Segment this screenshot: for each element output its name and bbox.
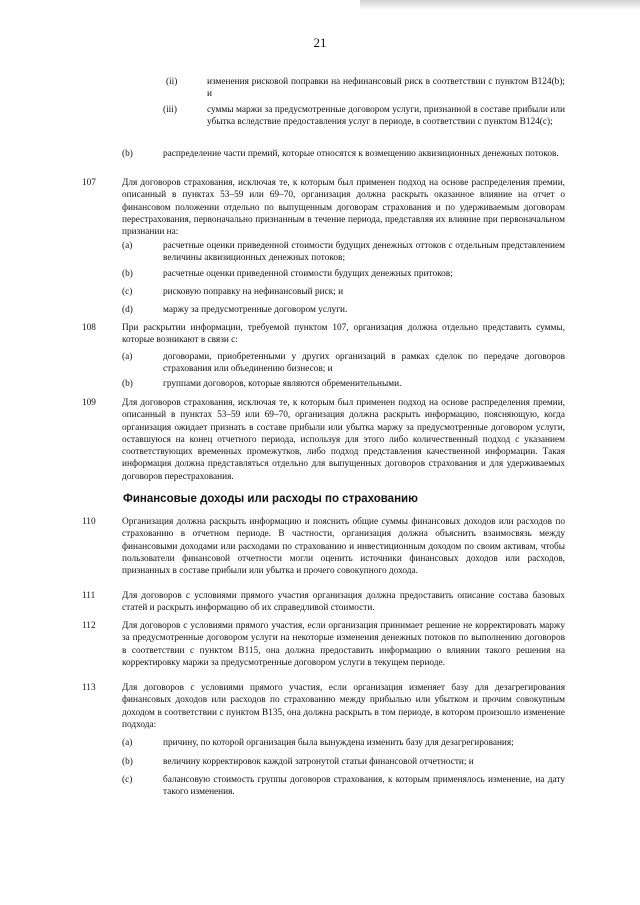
paragraph-text: Организация должна раскрыть информацию и пояснить общие суммы финансовых доходов или расходов по страхованию в отчетном периоде. В частности, организация должна объяснить взаимосвязь между финансовыми доходами или расходами по страхованию и инвестиционным доходом по своим активам, чтобы пользователи финансовой отчетности могли оценить источники финансовых доходов или расходов, признанных в составе прибыли или убытка и прочего совокупного дохода. xyxy=(122,517,565,577)
list-item-text: маржу за предусмотренные договором услуги. xyxy=(163,305,348,315)
sub-item-label: (iii) xyxy=(163,105,177,115)
list-item-text: рисковую поправку на нефинансовый риск; и xyxy=(163,287,344,297)
list-item-text: распределение части премий, которые относятся к возмещению аквизиционных денежных потоков. xyxy=(163,149,559,159)
paragraph-number: 109 xyxy=(82,398,96,408)
list-item-text: группами договоров, которые являются обременительными. xyxy=(163,379,402,389)
section-heading: Финансовые доходы или расходы по страхованию xyxy=(123,493,418,505)
list-item-text: величину корректировок каждой затронутой статьи финансовой отчетности; и xyxy=(163,757,474,767)
list-item-text: расчетные оценки приведенной стоимости будущих денежных притоков; xyxy=(163,269,453,279)
paragraph-text: Для договоров с условиями прямого участия, если организация принимает решение не корректировать маржу за предусмотренные договором услуги на некоторые изменения денежных потоков по выполнению договоров в соответствии с пунктом B115, она должна предоставить информацию о влиянии такого решения на корректировку маржи за предусмотренные договором услуги в текущем периоде. xyxy=(122,621,565,668)
sub-item-text: суммы маржи за предусмотренные договором услуги, признанной в составе прибыли или убытка вследствие предоставления услуг в периоде, в соответствии с пунктом B124(c); xyxy=(207,105,565,128)
list-item-label: (c) xyxy=(122,775,133,785)
list-item-text: причину, по которой организация была вынуждена изменить базу для дезагрегирования; xyxy=(163,738,514,748)
scan-edge-shadow xyxy=(360,0,640,10)
list-item-text: договорами, приобретенными у других организаций в рамках сделок по передаче договоров страхования или объединению бизнесов; и xyxy=(163,352,565,375)
list-item-label: (a) xyxy=(122,352,133,362)
sub-item-label: (ii) xyxy=(166,77,178,87)
paragraph-number: 108 xyxy=(82,323,96,333)
list-item-label: (b) xyxy=(122,269,133,279)
list-item-label: (b) xyxy=(122,149,133,159)
paragraph-number: 110 xyxy=(82,517,96,527)
paragraph-text: Для договоров с условиями прямого участия организация должна предоставить описание состава базовых статей и раскрыть информацию об их справедливой стоимости. xyxy=(122,591,565,614)
paragraph-text: Для договоров страхования, исключая те, к которым был применен подход на основе распределения премии, описанный в пунктах 53–59 или 69–70, организация должна раскрыть оказанное влияние на отчет о финансовом положении отдельно по выпущенным договорам страхования и по удерживаемым договорам перестрахования, первоначально признанным в течение периода, представляя их влияние при первоначальном признании на: xyxy=(122,178,565,238)
paragraph-number: 107 xyxy=(82,178,96,188)
list-item-label: (b) xyxy=(122,379,133,389)
paragraph-text: Для договоров с условиями прямого участия, если организация изменяет базу для дезагрегирования финансовых доходов или расходов по страхованию между прибылью или убытком и прочим совокупным доходом в соответствии с пунктом B135, она должна раскрыть в том периоде, в котором произошло изменение подхода: xyxy=(122,683,565,730)
list-item-label: (d) xyxy=(122,305,133,315)
paragraph-text: Для договоров страхования, исключая те, к которым был применен подход на основе распределения премии, описанный в пунктах 53–59 или 69–70, организация должна раскрыть информацию, поясняющую, когда организация ожидает признать в составе прибыли или убытка маржу за предусмотренные договором услуги, оставшуюся на конец отчетного периода, используя для этого либо количественный подход с указанием соответствующих временных промежутков, либо подход представления качественной информации. Такая информация должна представляться отдельно для выпущенных договоров страхования и для удерживаемых договоров перестрахования. xyxy=(122,398,565,482)
paragraph-number: 113 xyxy=(82,683,96,693)
list-item-text: расчетные оценки приведенной стоимости будущих денежных оттоков с отдельным представлением величины аквизиционных денежных потоков; xyxy=(163,241,565,264)
paragraph-number: 112 xyxy=(82,621,96,631)
list-item-label: (a) xyxy=(122,738,133,748)
list-item-label: (a) xyxy=(122,241,133,251)
list-item-label: (c) xyxy=(122,287,133,297)
paragraph-number: 111 xyxy=(82,591,96,601)
sub-item-text: изменения рисковой поправки на нефинансовый риск в соответствии с пунктом B124(b); и xyxy=(207,77,565,100)
paragraph-text: При раскрытии информации, требуемой пунктом 107, организация должна отдельно представить суммы, которые возникают в связи с: xyxy=(122,323,565,346)
list-item-text: балансовую стоимость группы договоров страхования, к которым применялось изменение, на дату такого изменения. xyxy=(163,775,565,798)
page-number: 21 xyxy=(313,35,327,50)
list-item-label: (b) xyxy=(122,757,133,767)
